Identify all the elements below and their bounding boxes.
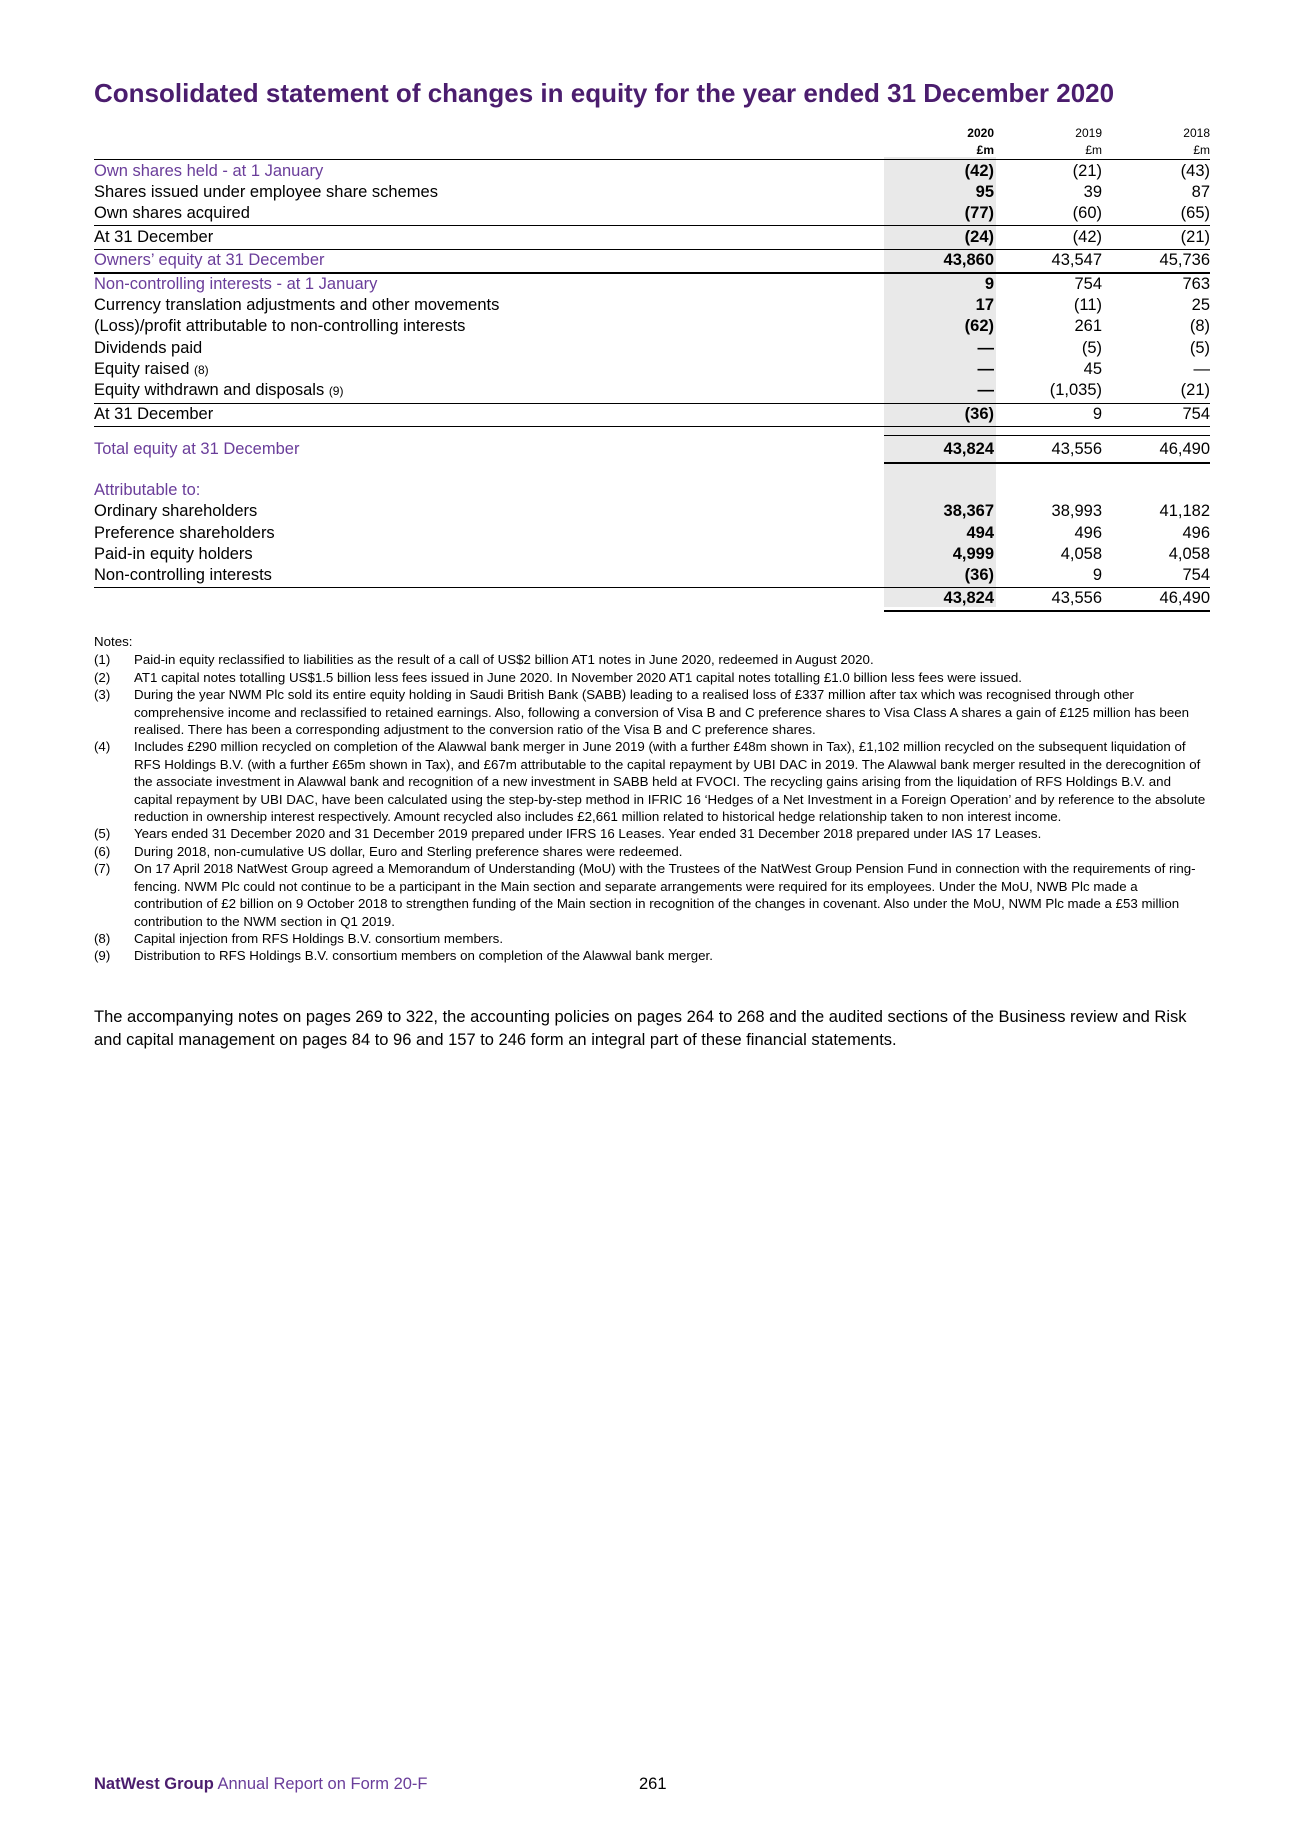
cell-2019: (1,035) bbox=[1049, 381, 1102, 399]
notes-heading: Notes: bbox=[94, 634, 133, 649]
cell-2018: 4,058 bbox=[1168, 545, 1210, 563]
col-year-2019: 2019 bbox=[1075, 126, 1102, 140]
note-number: (9) bbox=[94, 948, 111, 964]
row-label: Own shares acquired bbox=[94, 204, 250, 222]
cell-2018: 46,490 bbox=[1159, 440, 1210, 458]
col-unit-2018: £m bbox=[1193, 143, 1210, 157]
row-label: At 31 December bbox=[94, 405, 214, 423]
footer-report-title: Annual Report on Form 20-F bbox=[217, 1775, 428, 1793]
rule bbox=[94, 426, 1210, 427]
table-row bbox=[94, 380, 1210, 401]
cell-2018: (65) bbox=[1180, 204, 1210, 222]
row-label-text: Equity withdrawn and disposals bbox=[94, 381, 325, 399]
cell-2018: 87 bbox=[1191, 183, 1210, 201]
table-row bbox=[94, 501, 1210, 522]
cell-2020: — bbox=[977, 339, 994, 357]
cell-2020: (24) bbox=[964, 228, 994, 246]
cell-2019: 39 bbox=[1083, 183, 1102, 201]
note-text: Years ended 31 December 2020 and 31 December 2019 prepared under IFRS 16 Leases. Year ended 31 December 2018 prepared under IAS 17 Leases. bbox=[134, 826, 1042, 842]
rule bbox=[94, 225, 1210, 226]
row-label: Dividends paid bbox=[94, 339, 203, 357]
table-row bbox=[94, 544, 1210, 565]
table-row bbox=[94, 316, 1210, 337]
cell-2018: 496 bbox=[1182, 524, 1210, 542]
row-label: Ordinary shareholders bbox=[94, 502, 258, 520]
row-label: Paid-in equity holders bbox=[94, 545, 253, 563]
cell-2020: 43,824 bbox=[943, 440, 994, 458]
note-text: Capital injection from RFS Holdings B.V. consortium members. bbox=[134, 930, 504, 946]
cell-2019: 496 bbox=[1074, 524, 1102, 542]
cell-2019: 4,058 bbox=[1060, 545, 1102, 563]
note-text: During the year NWM Plc sold its entire equity holding in Saudi British Bank (SABB) leading to a realised loss of £337 million after tax which was recognised through other comprehensive income and reclassified to retained earnings. Also, following a conversion of Visa B and C preference shares to Visa Class A shares a gain of £125 million has been realised. There has been a corresponding adjustment to the conversion ratio of the Visa B and C preference shares. bbox=[134, 687, 1190, 738]
row-label-text: Equity raised bbox=[94, 360, 190, 378]
cell-2020: — bbox=[977, 360, 994, 378]
cell-2019: (11) bbox=[1073, 296, 1102, 314]
note-item bbox=[94, 860, 1210, 930]
row-label: At 31 December bbox=[94, 228, 214, 246]
row-label: Non-controlling interests - at 1 January bbox=[94, 275, 378, 293]
cell-2020: 4,999 bbox=[952, 545, 994, 563]
cell-2018: 754 bbox=[1182, 405, 1210, 423]
cell-2018: 754 bbox=[1182, 566, 1210, 584]
notes bbox=[94, 633, 1210, 965]
cell-2018: 763 bbox=[1182, 275, 1210, 293]
cell-2020: 43,824 bbox=[943, 589, 994, 607]
row-label: Total equity at 31 December bbox=[94, 440, 300, 458]
cell-2020: 494 bbox=[966, 524, 994, 542]
rule-total-top bbox=[884, 435, 1210, 436]
table-row bbox=[94, 295, 1210, 316]
note-number: (8) bbox=[94, 930, 111, 946]
row-label: Own shares held - at 1 January bbox=[94, 162, 324, 180]
note-text: Includes £290 million recycled on completion of the Alawwal bank merger in June 2019 (with a further £48m shown in Tax), £1,102 million recycled on the subsequent liquidation of RFS Holdings B.V. (with a further £65m shown in Tax), and £67m attributable to the capital repayment by UBI DAC in 2019. The Alawwal bank merger resulted in the derecognition of the associate investment in Alawwal bank and recognition of a new investment in SABB held at FVOCI. The recycling gains arising from the liquidation of RFS Holdings B.V. and capital repayment by UBI DAC, have been calculated using the step-by-step method in IFRIC 16 ‘Hedges of a Net Investment in a Foreign Operation’ and by reference to the absolute reduction in ownership interest respectively. Amount recycled also includes £2,661 million related to historical hedge relationship taken to non interest income. bbox=[134, 739, 1206, 825]
row-label: Attributable to: bbox=[94, 481, 201, 499]
note-item bbox=[94, 843, 1210, 860]
row-label: Non-controlling interests bbox=[94, 566, 272, 584]
table-row-total bbox=[94, 439, 1210, 460]
row-label: Shares issued under employee share schemes bbox=[94, 183, 438, 201]
note-number: (4) bbox=[94, 739, 111, 755]
table-row bbox=[94, 250, 1210, 271]
col-year-2018: 2018 bbox=[1183, 126, 1210, 140]
table-row bbox=[94, 565, 1210, 586]
note-number: (3) bbox=[94, 687, 111, 703]
footer-brand: NatWest Group bbox=[94, 1775, 214, 1793]
cell-2020: 9 bbox=[984, 275, 994, 293]
note-text: Paid-in equity reclassified to liabilities as the result of a call of US$2 billion AT1 notes in June 2020, redeemed in August 2020. bbox=[134, 652, 874, 668]
page-title: Consolidated statement of changes in equity for the year ended 31 December 2020 bbox=[94, 78, 1115, 108]
cell-2019: (21) bbox=[1072, 162, 1102, 180]
closing-paragraph: The accompanying notes on pages 269 to 322, the accounting policies on pages 264 to 268 and the audited sections of the Business review and Risk and capital management on pages 84 to 96 and 157 to 246 form an integral part of these financial statements. bbox=[94, 1008, 1187, 1049]
cell-2019: 9 bbox=[1092, 566, 1102, 584]
note-text: AT1 capital notes totalling US$1.5 billion less fees issued in June 2020. In November 2020 AT1 capital notes totalling £1.0 billion less fees were issued. bbox=[134, 669, 1022, 685]
section-heading bbox=[94, 480, 1210, 501]
col-year-2020: 2020 bbox=[967, 126, 994, 140]
page-number: 261 bbox=[639, 1775, 667, 1793]
cell-2020: 95 bbox=[975, 183, 994, 201]
cell-2018: (5) bbox=[1189, 339, 1210, 357]
col-unit-2020: £m bbox=[976, 143, 994, 157]
cell-2018: (43) bbox=[1180, 162, 1210, 180]
cell-2020: — bbox=[977, 381, 994, 399]
rule-sum-bottom bbox=[884, 610, 1210, 612]
note-ref: (9) bbox=[328, 384, 344, 398]
cell-2019: (42) bbox=[1072, 228, 1102, 246]
cell-2020: (62) bbox=[964, 317, 994, 335]
note-item bbox=[94, 669, 1210, 686]
cell-2019: 43,556 bbox=[1051, 440, 1102, 458]
note-item bbox=[94, 738, 1210, 825]
cell-2018: (8) bbox=[1189, 317, 1210, 335]
table-row bbox=[94, 203, 1210, 224]
cell-2018: 25 bbox=[1191, 296, 1210, 314]
note-number: (1) bbox=[94, 652, 111, 668]
note-number: (2) bbox=[94, 669, 111, 685]
cell-2019: (5) bbox=[1081, 339, 1102, 357]
row-label: Currency translation adjustments and other movements bbox=[94, 296, 500, 314]
row-label bbox=[94, 359, 209, 381]
table-row bbox=[94, 359, 1210, 380]
cell-2019: 754 bbox=[1074, 275, 1102, 293]
cell-2018: 45,736 bbox=[1159, 251, 1210, 269]
note-item bbox=[94, 651, 1210, 668]
page-footer bbox=[94, 1775, 1210, 1794]
cell-2020: (36) bbox=[964, 405, 994, 423]
note-text: Distribution to RFS Holdings B.V. consortium members on completion of the Alawwal bank merger. bbox=[134, 948, 713, 964]
cell-2019: 43,556 bbox=[1051, 589, 1102, 607]
cell-2020: 38,367 bbox=[943, 502, 994, 520]
cell-2018: (21) bbox=[1180, 228, 1210, 246]
cell-2020: 43,860 bbox=[943, 251, 994, 269]
note-number: (7) bbox=[94, 861, 111, 877]
cell-2020: (42) bbox=[964, 162, 994, 180]
cell-2019: 43,547 bbox=[1051, 251, 1102, 269]
column-header bbox=[94, 125, 1210, 159]
table-row bbox=[94, 274, 1210, 295]
cell-2020: (36) bbox=[964, 566, 994, 584]
row-label: Owners’ equity at 31 December bbox=[94, 251, 325, 269]
cell-2019: 261 bbox=[1074, 317, 1102, 335]
table-row bbox=[94, 338, 1210, 359]
cell-2018: — bbox=[1193, 360, 1210, 378]
cell-2019: 45 bbox=[1083, 360, 1102, 378]
note-number: (6) bbox=[94, 843, 111, 859]
cell-2020: 17 bbox=[975, 296, 994, 314]
note-item bbox=[94, 825, 1210, 842]
note-item bbox=[94, 947, 1210, 964]
row-label bbox=[94, 380, 343, 402]
col-unit-2019: £m bbox=[1085, 143, 1102, 157]
cell-2018: 46,490 bbox=[1159, 589, 1210, 607]
table-row bbox=[94, 182, 1210, 203]
note-ref: (8) bbox=[193, 363, 209, 377]
cell-2019: 38,993 bbox=[1051, 502, 1102, 520]
table-row bbox=[94, 523, 1210, 544]
rule-total-bottom bbox=[884, 462, 1210, 464]
cell-2019: 9 bbox=[1092, 405, 1102, 423]
cell-2018: (21) bbox=[1180, 381, 1210, 399]
note-item bbox=[94, 930, 1210, 947]
note-text: During 2018, non-cumulative US dollar, Euro and Sterling preference shares were redeemed. bbox=[134, 843, 683, 859]
table-row bbox=[94, 404, 1210, 425]
rule-header bbox=[94, 159, 1210, 160]
table-row bbox=[94, 161, 1210, 182]
row-label: Preference shareholders bbox=[94, 524, 275, 542]
note-item bbox=[94, 686, 1210, 738]
table-row bbox=[94, 227, 1210, 248]
note-number: (5) bbox=[94, 826, 111, 842]
row-label: (Loss)/profit attributable to non-controlling interests bbox=[94, 317, 466, 335]
cell-2019: (60) bbox=[1072, 204, 1102, 222]
cell-2020: (77) bbox=[964, 204, 994, 222]
cell-2018: 41,182 bbox=[1159, 502, 1210, 520]
table-row-sum bbox=[94, 588, 1210, 609]
note-text: On 17 April 2018 NatWest Group agreed a Memorandum of Understanding (MoU) with the Trustees of the NatWest Group Pension Fund in connection with the requirements of ring-fencing. NWM Plc could not continue to be a participant in the Main section and separate arrangements were required for its employees. Under the MoU, NWB Plc made a contribution of £2 billion on 9 October 2018 to strengthen funding of the Main section in recognition of the changes in covenant. Also under the MoU, NWM Plc made a £53 million contribution to the NWM section in Q1 2019. bbox=[134, 861, 1196, 929]
